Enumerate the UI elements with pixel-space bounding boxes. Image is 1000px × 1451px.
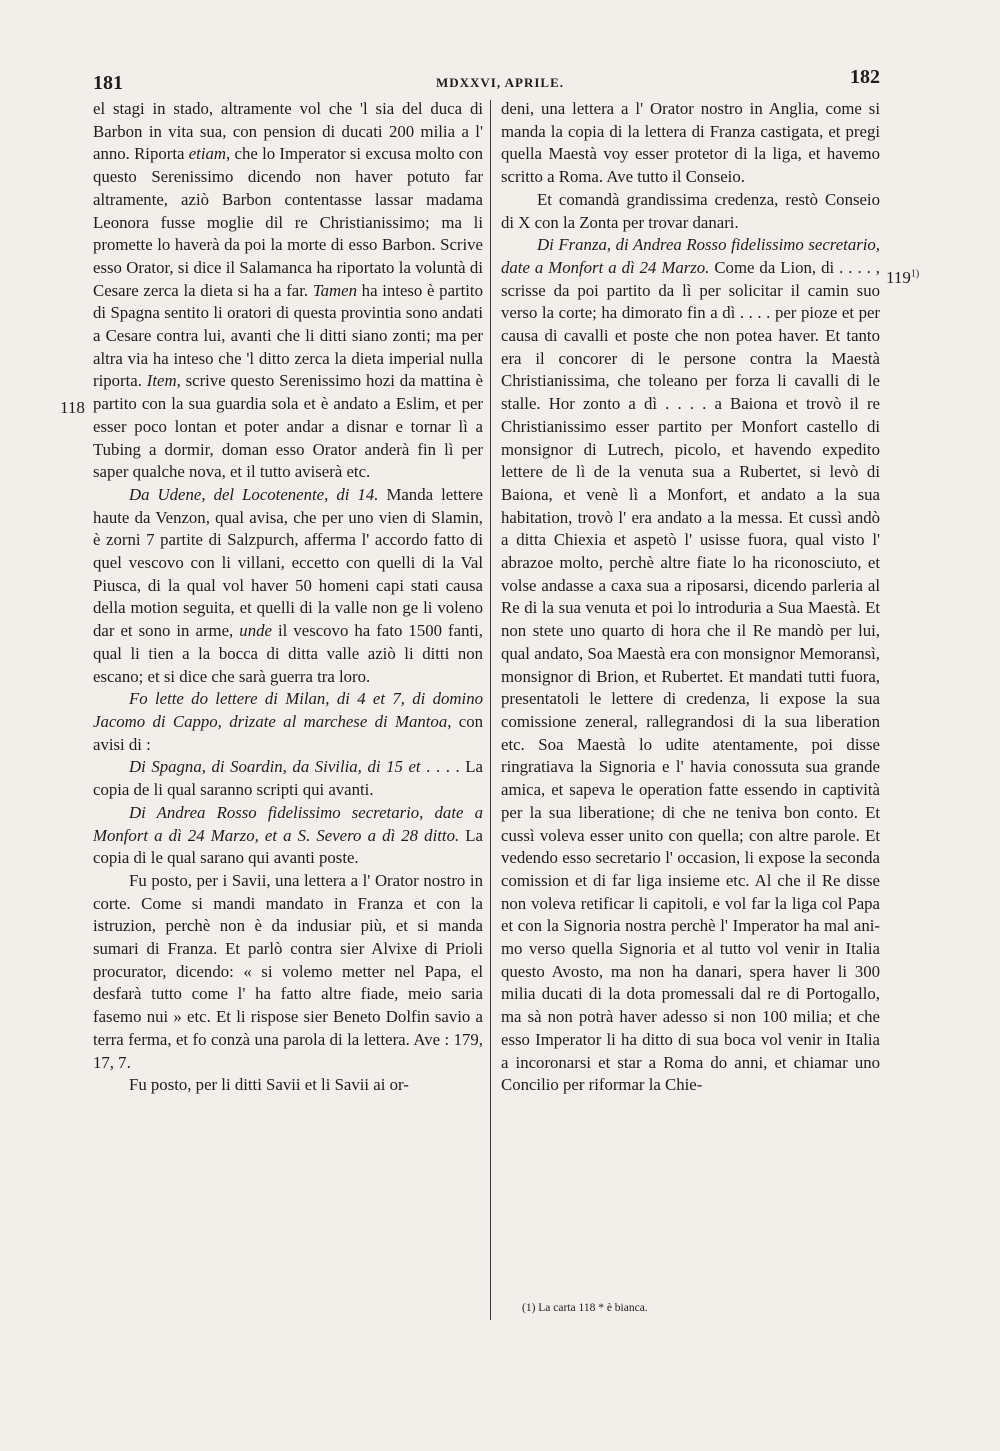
paragraph (93, 484, 483, 688)
paragraph (93, 756, 483, 801)
italic-text-run: Di Spagna, di Soardin, da Sivilia, di 15 et (129, 757, 421, 777)
margin-note-right-ref: 1) (910, 268, 920, 280)
footnote: (1) La carta 118 * è bianca. (522, 1302, 648, 1314)
right-page-number: 182 (850, 66, 880, 88)
paragraph (93, 98, 483, 484)
italic-text-run: Tamen (312, 280, 357, 300)
right-column (501, 98, 880, 1097)
paragraph (93, 802, 483, 870)
paragraph (93, 870, 483, 1074)
margin-note-right (886, 268, 919, 288)
left-page-number: 181 (93, 72, 123, 94)
text-run: il vescovo ha fato 1500 fanti, qual li tien a la bocca di ditta valle aziò li ditti non escano; et si dice che sarà guerra tra loro. (93, 621, 483, 686)
paragraph (501, 234, 880, 1097)
italic-text-run: Item (146, 371, 177, 391)
margin-note-left: 118 (60, 398, 85, 417)
text-run: deni, una lettera a l' Orator nostro in Anglia, come si manda la copia di la lettera di Franza castigata, et pregi quella Maestà voy esser protetor di la liga, et havemo scritto a Roma. Ave tutto il Conseio. (501, 99, 880, 187)
text-run: . . . . La copia de li qual saranno scripti qui avanti. (93, 757, 483, 800)
italic-text-run: unde (239, 621, 272, 641)
text-run: , che lo Imperator si excusa molto con questo Serenissimo dicendo non haver potuto far altramente, aziò Barbon contentasse lassar madama Leonora fusse moglie dil re Christianissimo; ma li promette lo haverà da poi la morte di esso Barbon. Scrive esso Orator, si dice il Salamanca ha riportato la voluntà di Cesare zerca la dieta si ha a far. (93, 144, 483, 300)
text-run: La copia di le qual sarano qui avanti poste. (93, 825, 483, 868)
italic-text-run: Di Andrea Rosso fidelissimo secretario, date a Monfort a dì 24 Marzo, et a S. Severo a dì 28 ditto. (93, 802, 483, 845)
italic-text-run: Di Franza, di Andrea Rosso fidelissimo secretario, date a Monfort a dì 24 Marzo. (501, 235, 880, 277)
paragraph (93, 688, 483, 756)
text-run: ha inteso è partito di Spagna sentito li oratori di questa provintia sono andati a Cesare contra lui, avanti che li ditti siano zonti; ma per altra via ha inteso che 'l ditto zerca la dieta imperial nulla riporta. (93, 280, 483, 391)
text-run: Manda lettere haute da Venzon, qual avisa, che per uno vien di Slamin, è zorni 7 partite di Salzpurch, afferma l' accordo fatto di quel vescovo con li villani, eccetto con quelli di la Val Piusca, di la qual vol haver 50 homeni capi stati causa della motion seguita, et quelli di la valle non ge li voleno dar et sono in arme, (93, 484, 483, 641)
paragraph (93, 1074, 483, 1097)
text-run: Come da Lion, di . . . . , scrisse da poi partito da lì per solicitar il camin suo verso la corte; ha dimorato fin a dì . . . . per pioze et per causa di cavalli et poste che non potea haver. Et tanto era il concorer di le persone contra la Maestà Christianissima, che toleano per forza li cavalli di le stalle. Hor zonto a dì . . . . a Baiona et trovò il re Christianissimo esser partito per Monfort castello di monsignor di Lutrech, picolo, et havendo expedito lettere de lì de la venuta sua a Rubertet, si levò di Baiona, et venè lì a Monfort, et andato a la sua habitation, trovò l' era andato a la messa. Et cussì andò a ditta Chiexia et aspetò l' usisse fuora, qual visto l' abrazoe molto, perchè altre fiate lo ha riconosciuto, et volse andasse a caxa sua a riposarsi, dicendo parleria al Re di la sua venuta et poi lo introduria a Sua Maestà. Et non stete uno quarto di hora che il Re mandò per lui, qual andato, Soa Maestà era con monsignor Memoransì, monsignor di Brion, et Rubertet. Et mandati tutti fuora, presentatoli le lettere di credenza, li expose la sua comissione zeneral, rallegrandosi di la sua liberation etc. Soa Maestà lo udite atentamente, poi disse ringratiava la Signoria e l' havia conossuta sua grande amica, et sapeva le operation fatte essendo in captività per la sua liberatione; di che ne teniva bon conto. Et cussì voleva esser unito con quella; con altre parole. Et vedendo esso secretario l' occasion, li expose la seconda comission et di far liga insieme etc. Al che il Re disse non voleva retificar li capitoli, e vol far la liga col Papa et con la Signoria nostra perchè l' Imperator ha mal ani- mo verso quella Signoria et al tutto vol venir in Italia questo Avosto, ma non ha danari, spera haver li 300 milia ducati di la dota promessali dal re di Portogallo, ma sà non potrà haver adesso si non 100 milia; et che esso Imperator li ha ditto di sua boca vol venir in Italia a incoronarsi et star a Roma do anni, et chiamar uno Concilio per riformar la Chie- (501, 257, 881, 1095)
italic-text-run: Da Udene, del Locotenente, di 14. (129, 484, 379, 504)
text-run: con avisi di : (93, 711, 483, 754)
text-run: Fu posto, per li ditti Savii et li Savii ai or- (129, 1075, 409, 1095)
paragraph (501, 98, 880, 189)
paragraph (501, 189, 880, 234)
margin-note-right-number: 119 (886, 268, 911, 287)
left-column (93, 98, 483, 1097)
text-run: , scrive questo Serenissimo hozi da mattina è partito con la sua guardia sola et è andato a Eslim, et per esser poco lontan et poter andar a disnar e tornar lì a Tubing a dormir, doman esso Orator anderà fin lì per saper qualche nova, et il tutto aviserà etc. (93, 371, 483, 482)
italic-text-run: Fo lette do lettere di Milan, di 4 et 7, di domino Jacomo di Cappo, drizate al marchese di Mantoa, (93, 689, 483, 731)
column-divider (490, 100, 491, 1320)
text-run: el stagi in stado, altramente vol che 'l sia del duca di Barbon in vita sua, con pension di ducati 200 milia a l' anno. Riporta (93, 99, 483, 164)
italic-text-run: etiam (188, 144, 227, 164)
text-run: Fu posto, per i Savii, una lettera a l' Orator nostro in corte. Come si mandi mandato in Franza et con la istruzion, perchè non è da indusiar più, et si manda sumari di Franza. Et parlò contra sier Alvixe di Prioli procurator, dicendo: « si volemo metter nel Papa, el desfarà tutto come l' ha fatto altre fiade, meio saria fasemo nui » etc. Et li rispose sier Beneto Dolfin savio a terra ferma, et fo conzà una parola di la lettera. Ave : 179, 17, 7. (93, 870, 483, 1072)
text-run: Et comandà grandissima credenza, restò Conseio di X con la Zonta per trovar danari. (501, 189, 880, 232)
running-title: MDXXVI, APRILE. (435, 75, 565, 90)
